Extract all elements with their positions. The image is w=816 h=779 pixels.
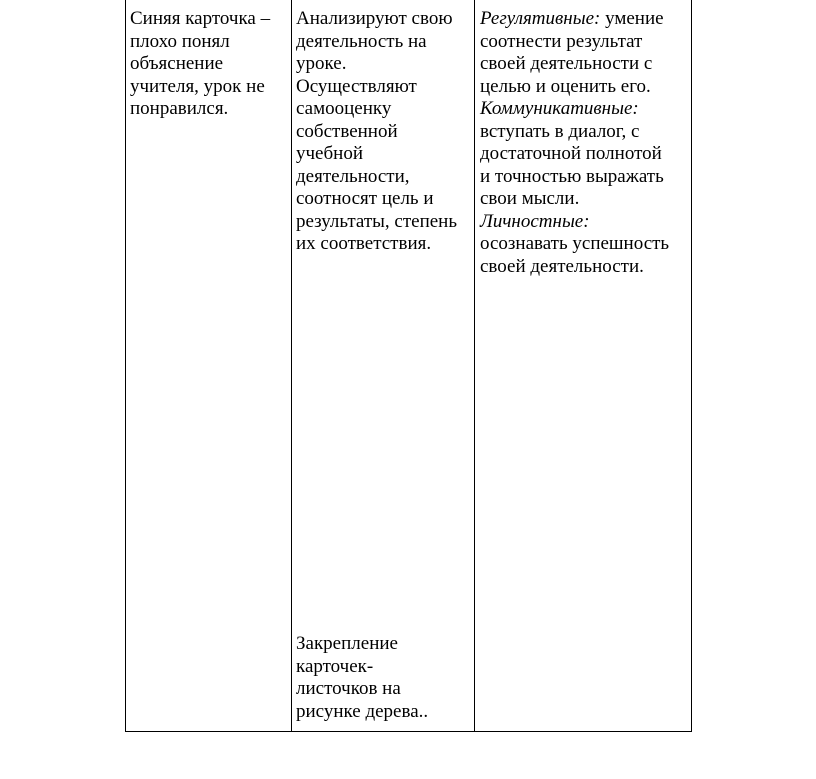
- text-line: уроке.: [296, 53, 347, 74]
- communicative-label: Коммуникативные:: [480, 98, 639, 119]
- text-line: Анализируют свою: [296, 8, 453, 29]
- text-line: достаточной полнотой: [480, 143, 662, 164]
- text-line: своей деятельности с: [480, 53, 653, 74]
- text-line: рисунке дерева..: [296, 700, 429, 722]
- text-line: соотнести результат: [480, 30, 643, 52]
- text-line: своей деятельности.: [480, 255, 644, 277]
- text-line: учебной: [296, 143, 363, 164]
- cell-text: [130, 8, 288, 121]
- text-line: Закрепление: [296, 633, 398, 654]
- text-fragment: умение: [600, 8, 664, 29]
- table-cell-learning-outcomes: [475, 0, 691, 731]
- text-line: деятельность на: [296, 30, 427, 52]
- text-line: результаты, степень: [296, 210, 458, 232]
- text-line: собственной: [296, 120, 398, 142]
- text-line: Осуществляют: [296, 75, 417, 97]
- text-line: учителя, урок не: [130, 75, 265, 97]
- text-line: листочков на: [296, 678, 401, 699]
- cell-text: [480, 8, 690, 278]
- text-line: их соответствия.: [296, 233, 432, 254]
- text-line: и точностью выражать: [480, 165, 664, 187]
- cell-text-bottom: [296, 633, 471, 723]
- text-line: соотносят цель и: [296, 188, 434, 209]
- text-line: деятельности,: [296, 165, 410, 187]
- text-line: [480, 8, 690, 31]
- text-line: осознавать успешность: [480, 233, 670, 254]
- text-line: целью и оценить его.: [480, 75, 651, 97]
- cell-text: [296, 8, 471, 256]
- table-cell-card-meaning: [126, 0, 292, 731]
- text-line: Синяя карточка –: [130, 8, 271, 29]
- personal-label: Личностные:: [480, 210, 590, 232]
- document-table: [125, 0, 692, 732]
- text-line: объяснение: [130, 53, 224, 74]
- text-line: самооценку: [296, 98, 392, 119]
- text-line: понравился.: [130, 98, 229, 119]
- regulative-label: Регулятивные:: [480, 8, 601, 29]
- text-line: свои мысли.: [480, 188, 580, 209]
- text-line: плохо понял: [130, 30, 230, 52]
- text-line: вступать в диалог, с: [480, 120, 640, 142]
- table-cell-student-activity: [292, 0, 475, 731]
- text-line: карточек-: [296, 655, 374, 677]
